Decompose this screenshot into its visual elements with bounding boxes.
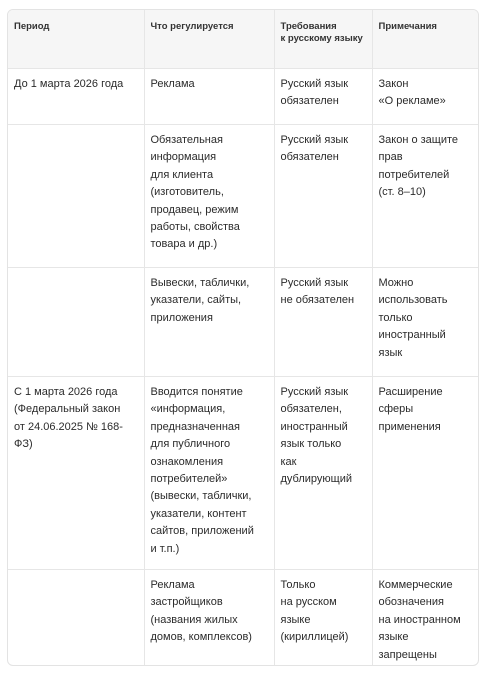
language-rules-table-container (7, 9, 479, 666)
cell-requirement: Русский язык обязателен (274, 69, 372, 125)
header-period: Период (8, 10, 144, 69)
cell-note: Расширение сферы применения (372, 377, 478, 570)
cell-period: С 1 марта 2026 года (Федеральный закон от 24.06.2025 № 168- ФЗ) (8, 377, 144, 570)
header-note: Примечания (372, 10, 478, 69)
cell-requirement: Русский язык обязателен (274, 125, 372, 268)
table-row (8, 69, 478, 125)
cell-note: Закон «О рекламе» (372, 69, 478, 125)
cell-period: До 1 марта 2026 года (8, 69, 144, 125)
cell-subject: Реклама застройщиков (названия жилых домов, комплексов) (144, 570, 274, 667)
cell-period (8, 268, 144, 377)
table-header-row (8, 10, 478, 69)
cell-requirement: Русский язык обязателен, иностранный язык только как дублирующий (274, 377, 372, 570)
cell-note: Можно использовать только иностранный язык (372, 268, 478, 377)
cell-note: Коммерческие обозначения на иностранном языке запрещены (378, 579, 461, 661)
cell-subject: Вывески, таблички, указатели, сайты, приложения (144, 268, 274, 377)
cell-subject: Вводится понятие «информация, предназначенная для публичного ознакомления потребителей» (вывески, таблички, указатели, контент сайтов, приложений и т.п.) (144, 377, 274, 570)
cell-subject: Обязательная информация для клиента (изготовитель, продавец, режим работы, свойства товара и др.) (144, 125, 274, 268)
table-row (8, 125, 478, 268)
table-row (8, 377, 478, 570)
cell-subject: Реклама (144, 69, 274, 125)
cell-period (8, 125, 144, 268)
header-requirement: Требования к русскому языку (274, 10, 372, 69)
language-rules-table (8, 10, 478, 666)
cell-note: Закон о защите прав потребителей (ст. 8–10) (372, 125, 478, 268)
cell-requirement: Русский язык не обязателен (274, 268, 372, 377)
cell-requirement: Только на русском языке (кириллицей) (274, 570, 372, 667)
cell-period (8, 570, 144, 667)
table-row (8, 268, 478, 377)
header-subject: Что регулируется (144, 10, 274, 69)
table-row (8, 570, 478, 667)
